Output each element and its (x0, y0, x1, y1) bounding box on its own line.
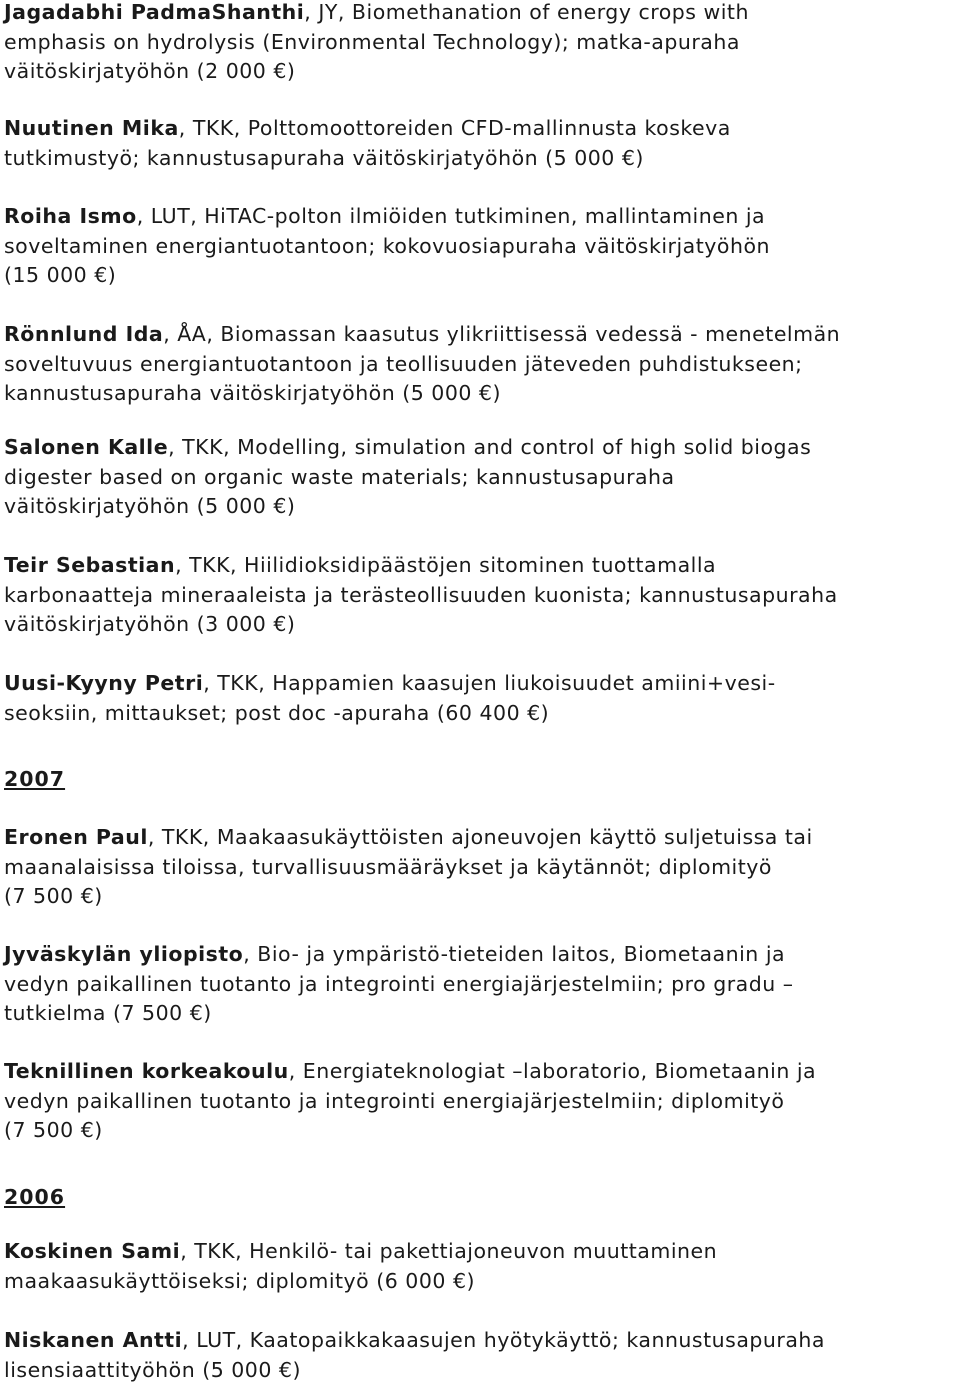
grant-entry-tkk (4, 1057, 956, 1146)
grant-entry-roiha (4, 202, 956, 291)
grant-description: , LUT, HiTAC-polton ilmiöiden tutkiminen, mallintaminen ja (136, 204, 766, 228)
grant-entry-koskinen (4, 1237, 956, 1296)
grant-description: väitöskirjatyöhön (5 000 €) (4, 494, 296, 518)
recipient-name: Teir Sebastian (4, 553, 176, 577)
recipient-name: Salonen Kalle (4, 435, 169, 459)
recipient-name: Roiha Ismo (4, 204, 137, 228)
grant-entry-jagadabhi (4, 0, 956, 87)
recipient-name: Jagadabhi PadmaShanthi (4, 0, 305, 24)
grant-description: , JY, Biomethanation of energy crops with (304, 0, 749, 24)
grant-description: seoksiin, mittaukset; post doc -apuraha (60 400 €) (4, 700, 550, 725)
grant-description: , TKK, Modelling, simulation and control of high solid biogas (168, 435, 812, 459)
grant-description: , TKK, Polttomoottoreiden CFD-mallinnusta koskeva (178, 116, 731, 140)
grant-description: maanalaisissa tiloissa, turvallisuusmääräykset ja käytännöt; diplomityö (4, 854, 772, 879)
grant-description: emphasis on hydrolysis (Environmental Technology); matka-apuraha (4, 29, 740, 54)
grant-description: (7 500 €) (4, 1118, 103, 1142)
recipient-name: Koskinen Sami (4, 1239, 181, 1263)
grant-description: , TKK, Henkilö- tai pakettiajoneuvon muuttaminen (180, 1239, 718, 1263)
grant-description: , ÅA, Biomassan kaasutus ylikriittisessä vedessä - menetelmän (163, 322, 841, 346)
grant-description: , Bio- ja ympäristö-tieteiden laitos, Biometaanin ja (243, 942, 786, 966)
recipient-name: Teknillinen korkeakoulu (4, 1059, 289, 1083)
grant-description: soveltuvuus energiantuotantoon ja teollisuuden jäteveden puhdistukseen; (4, 351, 803, 376)
grant-entry-jyvaskyla (4, 940, 956, 1029)
grant-description: tutkimustyö; kannustusapuraha väitöskirjatyöhön (5 000 €) (4, 145, 644, 170)
grant-entry-eronen (4, 823, 956, 912)
grant-description: , Energiateknologiat –laboratorio, Biometaanin ja (288, 1059, 817, 1083)
grant-description: , LUT, Kaatopaikkakaasujen hyötykäyttö; kannustusapuraha (182, 1328, 825, 1352)
grant-description: vedyn paikallinen tuotanto ja integrointi energiajärjestelmiin; diplomityö (4, 1088, 785, 1113)
grant-description: digester based on organic waste materials; kannustusapuraha (4, 464, 675, 489)
grant-entry-nuutinen (4, 114, 956, 173)
recipient-name: Jyväskylän yliopisto (4, 942, 244, 966)
grant-description: soveltaminen energiantuotantoon; kokovuosiapuraha väitöskirjatyöhön (4, 233, 770, 258)
grant-entry-teir (4, 551, 956, 640)
grant-entry-ronnlund (4, 320, 956, 409)
grant-description: maakaasukäyttöiseksi; diplomityö (6 000 €) (4, 1268, 475, 1293)
year-heading-2006: 2006 (4, 1185, 66, 1209)
grant-description: , TKK, Maakaasukäyttöisten ajoneuvojen käyttö suljetuissa tai (147, 825, 813, 849)
grant-description: kannustusapuraha väitöskirjatyöhön (5 000 €) (4, 381, 501, 405)
grant-description: väitöskirjatyöhön (3 000 €) (4, 612, 296, 636)
grant-description: , TKK, Hiilidioksidipäästöjen sitominen tuottamalla (175, 553, 717, 577)
grant-description: (15 000 €) (4, 263, 117, 287)
recipient-name: Niskanen Antti (4, 1328, 183, 1352)
grant-description: väitöskirjatyöhön (2 000 €) (4, 59, 296, 83)
grant-entry-niskanen (4, 1326, 956, 1385)
year-heading-2007: 2007 (4, 767, 66, 791)
grant-description: vedyn paikallinen tuotanto ja integrointi energiajärjestelmiin; pro gradu – (4, 971, 794, 996)
recipient-name: Eronen Paul (4, 825, 148, 849)
recipient-name: Uusi-Kyyny Petri (4, 671, 204, 695)
grant-description: karbonaatteja mineraaleista ja terästeollisuuden kuonista; kannustusapuraha (4, 582, 838, 607)
recipient-name: Rönnlund Ida (4, 322, 164, 346)
grant-description: tutkielma (7 500 €) (4, 1001, 212, 1025)
recipient-name: Nuutinen Mika (4, 116, 179, 140)
grant-description: , TKK, Happamien kaasujen liukoisuudet amiini+vesi- (203, 671, 776, 695)
grant-description: lisensiaattityöhön (5 000 €) (4, 1357, 301, 1382)
grant-entry-uusi-kyyny (4, 669, 956, 728)
grant-description: (7 500 €) (4, 884, 103, 908)
grant-entry-salonen (4, 433, 956, 522)
